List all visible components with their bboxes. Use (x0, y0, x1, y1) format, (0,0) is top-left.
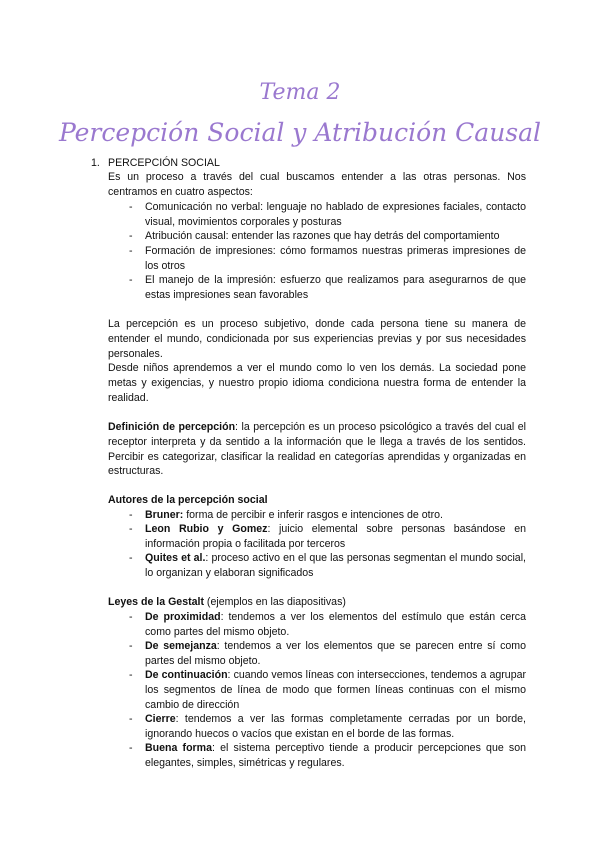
law-name: De semejanza (145, 640, 217, 652)
aspect-item: Formación de impresiones: cómo formamos nuestras primeras impresiones de los otros (145, 245, 526, 272)
gestalt-item: Buena forma: el sistema perceptivo tiende a producir percepciones que son elegantes, simples, simétricas y regulares. (145, 742, 526, 769)
bullet-dash: - (129, 742, 133, 754)
bullet-dash: - (129, 552, 133, 564)
document-subtitle: Percepción Social y Atribución Causal (58, 118, 542, 147)
aspect-item: Comunicación no verbal: lenguaje no hablado de expresiones faciales, contacto visual, movimientos corporales y posturas (145, 201, 526, 228)
bullet-dash: - (129, 611, 133, 623)
authors-heading: Autores de la percepción social (108, 494, 268, 506)
definition-term: Definición de percepción (108, 421, 236, 433)
bullet-dash: - (129, 245, 133, 257)
author-name: Leon Rubio y Gomez (145, 523, 268, 535)
author-name: Bruner: (145, 509, 184, 521)
law-name: Buena forma (145, 742, 212, 754)
bullet-dash: - (129, 640, 133, 652)
aspect-item: Atribución causal: entender las razones que hay detrás del comportamiento (145, 230, 500, 242)
gestalt-item: De proximidad: tendemos a ver los elementos del estímulo que están cerca como partes del mismo objeto. (145, 611, 526, 638)
author-item: Leon Rubio y Gomez: juicio elemental sobre personas basándose en información propia o facilitada por terceros (145, 523, 526, 550)
gestalt-item: De continuación: cuando vemos líneas con intersecciones, tendemos a agrupar los segmentos de línea de modo que formen líneas continuas con el mismo cambio de dirección (145, 669, 527, 711)
bullet-dash: - (129, 713, 133, 725)
section-heading: PERCEPCIÓN SOCIAL (108, 157, 220, 169)
law-name: Cierre (145, 713, 176, 725)
gestalt-heading: Leyes de la Gestalt (ejemplos en las diapositivas) (108, 596, 346, 608)
gestalt-item: De semejanza: tendemos a ver los elementos que se parecen entre sí como partes del mismo objeto. (145, 640, 526, 667)
definition-text: : la percepción es un proceso psicológico a través del cual el receptor interpreta y da sentido a la información que le llega a través de los sentidos. Percibir es categorizar, clasificar la realidad en categorías aprendidas y organizadas en estructuras. (108, 421, 526, 478)
section-number: 1. (91, 157, 100, 169)
bullet-dash: - (129, 201, 133, 213)
bullet-dash: - (129, 669, 133, 681)
document-title: Tema 2 (259, 80, 341, 105)
paragraph: La percepción es un proceso subjetivo, donde cada persona tiene su manera de entender el mundo, condicionada por sus experiencias previas y por sus necesidades personales. (108, 318, 526, 360)
law-name: De proximidad (145, 611, 221, 623)
aspect-item: El manejo de la impresión: esfuerzo que realizamos para asegurarnos de que estas impresiones sean favorables (145, 274, 526, 301)
gestalt-item: Cierre: tendemos a ver las formas completamente cerradas por un borde, ignorando huecos o vacíos que existan en el borde de las formas. (145, 713, 526, 740)
section-intro: Es un proceso a través del cual buscamos entender a las otras personas. Nos centramos en cuatro aspectos: (108, 171, 526, 198)
paragraph: Desde niños aprendemos a ver el mundo como lo ven los demás. La sociedad pone metas y exigencias, y nuestro propio idioma condiciona nuestra forma de entender la realidad. (108, 362, 526, 404)
law-name: De continuación (145, 669, 228, 681)
bullet-dash: - (129, 523, 133, 535)
author-item: Bruner: forma de percibir e inferir rasgos e intenciones de otro. (145, 509, 443, 521)
bullet-dash: - (129, 509, 133, 521)
author-name: Quites et al. (145, 552, 206, 564)
bullet-dash: - (129, 274, 133, 286)
bullet-dash: - (129, 230, 133, 242)
author-item: Quites et al.: proceso activo en el que las personas segmentan el mundo social, lo organizan y elaboran significados (145, 552, 526, 579)
definition-paragraph (108, 420, 526, 479)
